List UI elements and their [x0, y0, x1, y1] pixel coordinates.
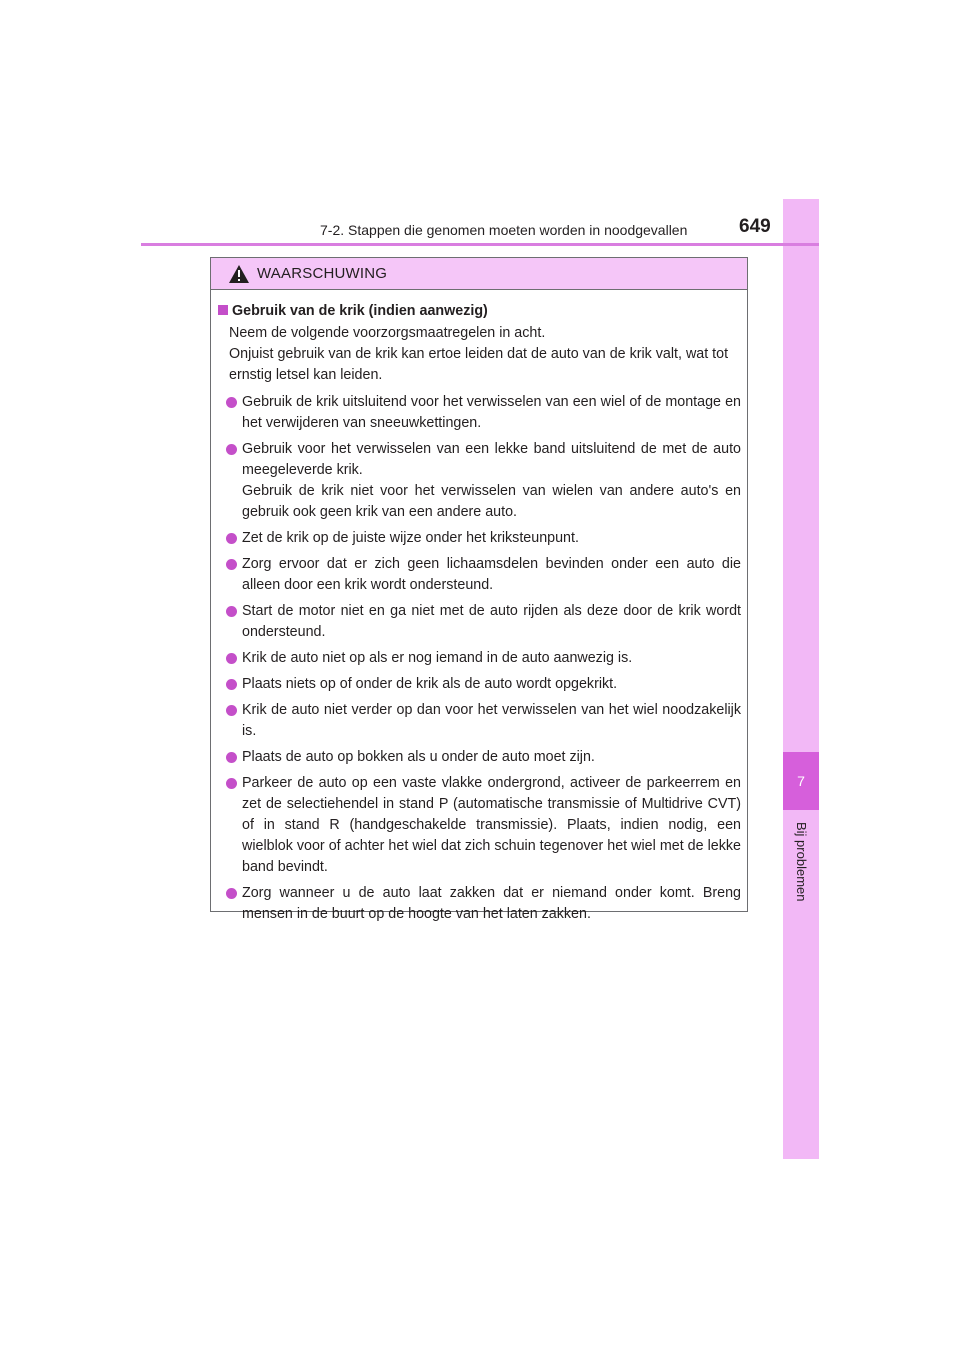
list-item-paragraph: Zorg ervoor dat er zich geen lichaamsdelen bevinden onder een auto die alleen door een krik wordt ondersteund. [242, 556, 741, 593]
bullet-icon [226, 559, 237, 570]
list-item [218, 747, 741, 768]
list-item-text [242, 554, 741, 596]
page-header-title: 7-2. Stappen die genomen moeten worden in noodgevallen [320, 222, 688, 238]
list-item-text [242, 674, 741, 695]
list-item-text [242, 747, 741, 768]
list-item-paragraph: Plaats de auto op bokken als u onder de auto moet zijn. [242, 749, 595, 765]
list-item-text [242, 528, 741, 549]
list-item [218, 648, 741, 669]
list-item [218, 392, 741, 434]
list-item-text [242, 601, 741, 643]
precaution-list [218, 392, 741, 925]
list-item-text [242, 392, 741, 434]
bullet-icon [226, 397, 237, 408]
chapter-number: 7 [783, 752, 819, 810]
list-item-text [242, 883, 741, 925]
bullet-icon [226, 752, 237, 763]
list-item-paragraph: Start de motor niet en ga niet met de auto rijden als deze door de krik wordt ondersteund. [242, 603, 741, 640]
header-rule [141, 243, 819, 246]
list-item-paragraph: Krik de auto niet verder op dan voor het verwisselen van het wiel noodzakelijk is. [242, 702, 741, 739]
list-item-paragraph: Gebruik de krik niet voor het verwisselen van wielen van andere auto's en gebruik ook geen krik van een andere auto. [242, 483, 741, 520]
bullet-icon [226, 606, 237, 617]
bullet-icon [226, 533, 237, 544]
side-tab [783, 199, 819, 1159]
list-item [218, 528, 741, 549]
warning-header [211, 258, 747, 290]
intro-paragraph: Onjuist gebruik van de krik kan ertoe leiden dat de auto van de krik valt, wat tot ernstig letsel kan leiden. [229, 346, 729, 383]
list-item [218, 439, 741, 523]
list-item-paragraph: Parkeer de auto op een vaste vlakke ondergrond, activeer de parkeerrem en zet de selectiehendel in stand P (automatische transmissie of Multidrive CVT) of in stand R (handgeschakelde transmissie). Plaats, indien nodig, een wielblok voor of achter het wiel dat zich schuin tegenover het wiel met de lekke band bevindt. [242, 775, 741, 875]
list-item-paragraph: Gebruik de krik uitsluitend voor het verwisselen van een wiel of de montage en het verwijderen van sneeuwkettingen. [242, 394, 741, 431]
list-item [218, 554, 741, 596]
intro-paragraph: Neem de volgende voorzorgsmaatregelen in acht. [229, 325, 546, 341]
list-item [218, 601, 741, 643]
intro-text [218, 323, 741, 386]
warning-triangle-icon [228, 264, 250, 284]
section-heading [218, 301, 741, 322]
bullet-icon [226, 653, 237, 664]
square-bullet-icon [218, 305, 228, 315]
list-item [218, 773, 741, 878]
warning-body [211, 290, 747, 925]
list-item-paragraph: Plaats niets op of onder de krik als de auto wordt opgekrikt. [242, 676, 618, 692]
list-item-text [242, 648, 741, 669]
bullet-icon [226, 705, 237, 716]
section-title: Gebruik van de krik (indien aanwezig) [232, 303, 488, 319]
warning-title: WAARSCHUWING [257, 265, 388, 282]
list-item-paragraph: Zorg wanneer u de auto laat zakken dat er niemand onder komt. Breng mensen in de buurt op de hoogte van het laten zakken. [242, 885, 741, 922]
bullet-icon [226, 888, 237, 899]
bullet-icon [226, 444, 237, 455]
list-item [218, 883, 741, 925]
page-number: 649 [739, 216, 771, 237]
list-item-text [242, 439, 741, 523]
list-item [218, 700, 741, 742]
chapter-label: Bij problemen [794, 822, 809, 902]
bullet-icon [226, 679, 237, 690]
list-item-text [242, 700, 741, 742]
warning-box [210, 257, 748, 922]
list-item [218, 674, 741, 695]
list-item-text [242, 773, 741, 878]
bullet-icon [226, 778, 237, 789]
list-item-paragraph: Gebruik voor het verwisselen van een lekke band uitsluitend de met de auto meegeleverde krik. [242, 441, 741, 478]
list-item-paragraph: Zet de krik op de juiste wijze onder het kriksteunpunt. [242, 530, 579, 546]
list-item-paragraph: Krik de auto niet op als er nog iemand in de auto aanwezig is. [242, 650, 633, 666]
